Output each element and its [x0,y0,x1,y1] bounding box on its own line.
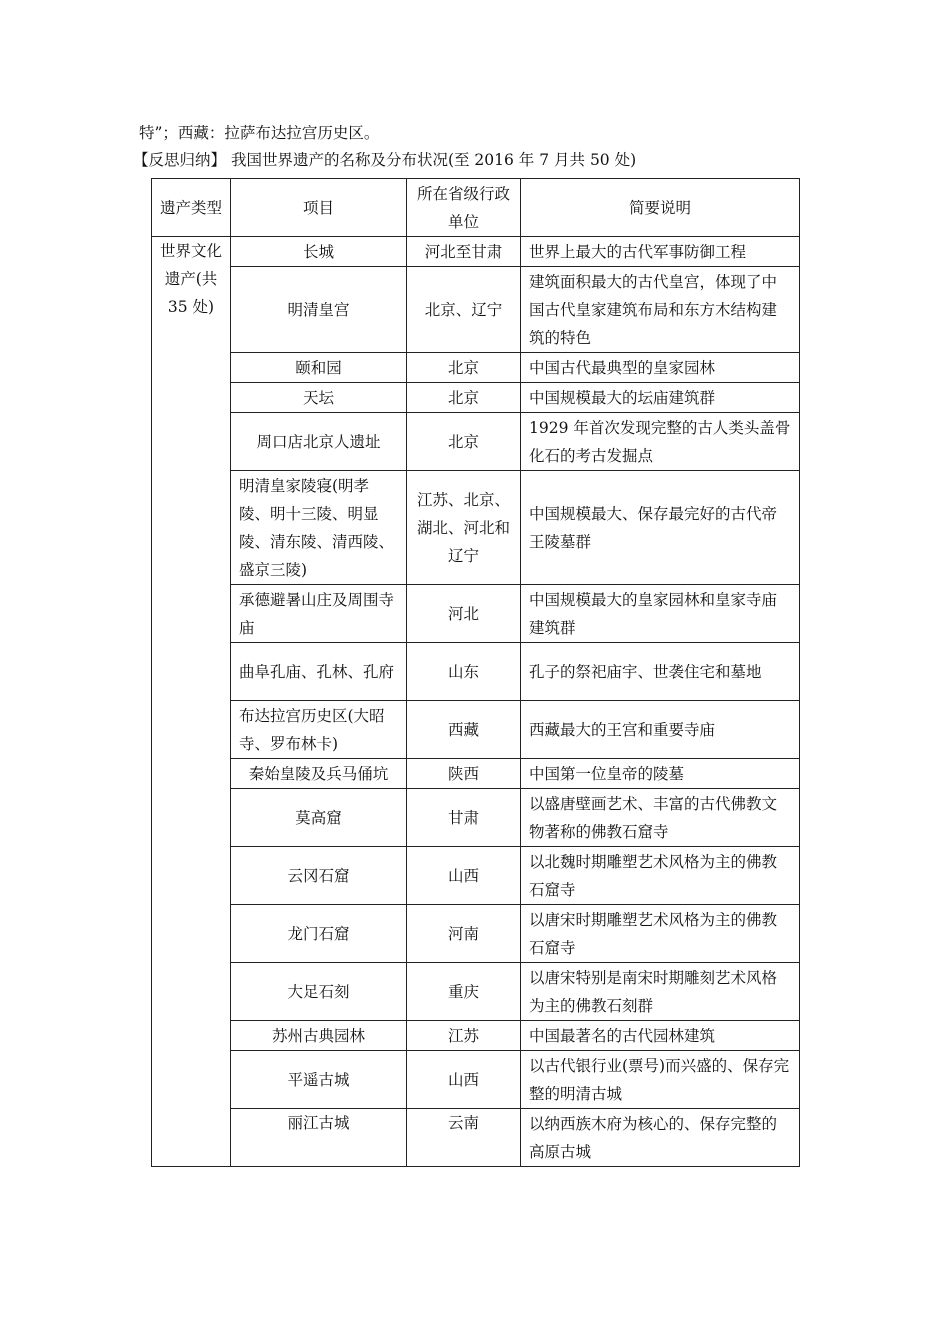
province-cell: 山西 [407,847,521,905]
header-cell: 简要说明 [521,179,800,237]
project-cell: 天坛 [231,383,407,413]
section-heading [133,150,636,170]
province-cell: 河北 [407,585,521,643]
table-row [152,471,800,585]
province-cell: 山西 [407,1051,521,1109]
project-cell: 大足石刻 [231,963,407,1021]
project-cell: 丽江古城 [231,1109,407,1167]
province-cell: 北京 [407,413,521,471]
desc-cell: 以古代银行业(票号)而兴盛的、保存完整的明清古城 [521,1051,800,1109]
desc-cell: 中国规模最大的皇家园林和皇家寺庙建筑群 [521,585,800,643]
province-cell: 西藏 [407,701,521,759]
heritage-table [151,178,800,1167]
desc-cell: 建筑面积最大的古代皇宫，体现了中国古代皇家建筑布局和东方木结构建筑的特色 [521,267,800,353]
desc-cell: 世界上最大的古代军事防御工程 [521,237,800,267]
project-cell: 秦始皇陵及兵马俑坑 [231,759,407,789]
table-row [152,759,800,789]
desc-cell: 西藏最大的王宫和重要寺庙 [521,701,800,759]
header-cell: 遗产类型 [152,179,231,237]
desc-cell: 中国第一位皇帝的陵墓 [521,759,800,789]
desc-cell: 中国古代最典型的皇家园林 [521,353,800,383]
desc-cell: 孔子的祭祀庙宇、世袭住宅和墓地 [521,643,800,701]
project-cell: 长城 [231,237,407,267]
project-cell: 平遥古城 [231,1051,407,1109]
table-row [152,643,800,701]
heading-text: 我国世界遗产的名称及分布状况(至 2016 年 7 月共 50 处) [230,151,637,169]
table-row [152,383,800,413]
heading-tag: 【反思归纳】 [133,151,227,169]
table-row [152,963,800,1021]
desc-cell: 中国最著名的古代园林建筑 [521,1021,800,1051]
table-row [152,237,800,267]
province-cell: 河北至甘肃 [407,237,521,267]
province-cell: 河南 [407,905,521,963]
table-header-row [152,179,800,237]
province-cell: 云南 [407,1109,521,1167]
project-cell: 周口店北京人遗址 [231,413,407,471]
desc-cell: 以北魏时期雕塑艺术风格为主的佛教石窟寺 [521,847,800,905]
table-row [152,701,800,759]
project-cell: 莫高窟 [231,789,407,847]
table-row [152,267,800,353]
header-cell: 项目 [231,179,407,237]
project-cell: 承德避暑山庄及周围寺庙 [231,585,407,643]
table-row [152,789,800,847]
table-row [152,585,800,643]
project-cell: 明清皇宫 [231,267,407,353]
project-cell: 龙门石窟 [231,905,407,963]
table-row [152,353,800,383]
project-cell: 苏州古典园林 [231,1021,407,1051]
table-row [152,847,800,905]
province-cell: 江苏 [407,1021,521,1051]
project-cell: 云冈石窟 [231,847,407,905]
province-cell: 北京 [407,383,521,413]
project-cell: 颐和园 [231,353,407,383]
desc-cell: 以纳西族木府为核心的、保存完整的高原古城 [521,1109,800,1167]
province-cell: 北京 [407,353,521,383]
province-cell: 甘肃 [407,789,521,847]
table-row [152,413,800,471]
desc-cell: 以盛唐壁画艺术、丰富的古代佛教文物著称的佛教石窟寺 [521,789,800,847]
table-row [152,905,800,963]
province-cell: 江苏、北京、湖北、河北和辽宁 [407,471,521,585]
project-cell: 布达拉宫历史区(大昭寺、罗布林卡) [231,701,407,759]
project-cell: 曲阜孔庙、孔林、孔府 [231,643,407,701]
desc-cell: 1929 年首次发现完整的古人类头盖骨化石的考古发掘点 [521,413,800,471]
category-cell: 世界文化遗产(共 35 处) [152,237,231,1167]
intro-line: 特”；西藏：拉萨布达拉宫历史区。 [139,124,380,142]
table-row [152,1021,800,1051]
desc-cell: 以唐宋特别是南宋时期雕刻艺术风格为主的佛教石刻群 [521,963,800,1021]
project-cell: 明清皇家陵寝(明孝陵、明十三陵、明显陵、清东陵、清西陵、盛京三陵) [231,471,407,585]
desc-cell: 中国规模最大的坛庙建筑群 [521,383,800,413]
province-cell: 北京、辽宁 [407,267,521,353]
table-row [152,1109,800,1167]
province-cell: 重庆 [407,963,521,1021]
desc-cell: 以唐宋时期雕塑艺术风格为主的佛教石窟寺 [521,905,800,963]
header-cell: 所在省级行政单位 [407,179,521,237]
province-cell: 陕西 [407,759,521,789]
desc-cell: 中国规模最大、保存最完好的古代帝王陵墓群 [521,471,800,585]
province-cell: 山东 [407,643,521,701]
table-row [152,1051,800,1109]
